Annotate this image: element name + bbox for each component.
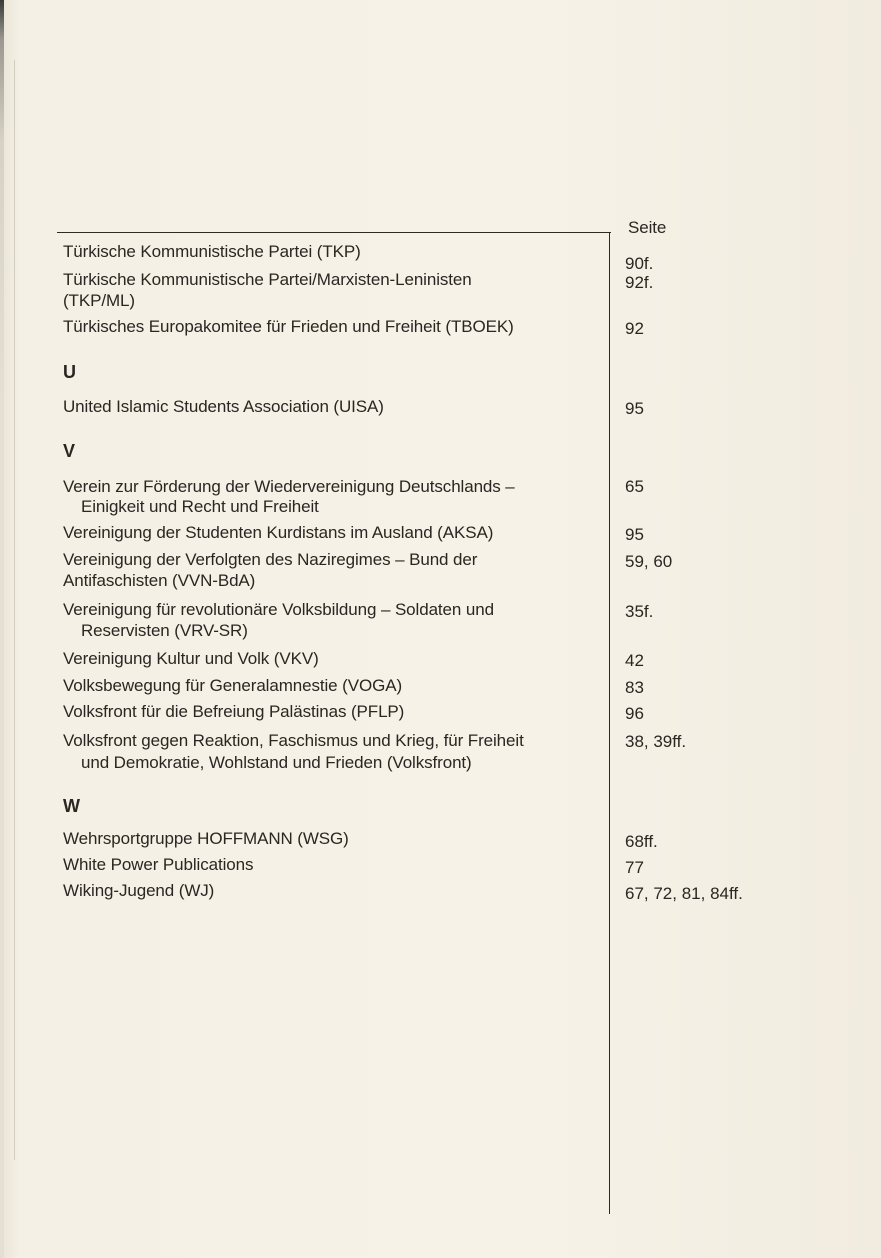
section-letter-u: U xyxy=(63,362,76,382)
entry-name: Vereinigung der Verfolgten des Naziregimes – Bund der xyxy=(63,550,478,569)
entry-page: 38, 39ff. xyxy=(625,732,687,751)
entry-name-continued: (TKP/ML) xyxy=(63,291,135,310)
entry-name-continued: und Demokratie, Wohlstand und Frieden (Volksfront) xyxy=(81,753,472,772)
entry-name: Türkische Kommunistische Partei (TKP) xyxy=(63,242,361,261)
entry-name: Vereinigung Kultur und Volk (VKV) xyxy=(63,649,319,668)
section-letter-w: W xyxy=(63,796,80,816)
entry-name: Wehrsportgruppe HOFFMANN (WSG) xyxy=(63,829,349,848)
entry-page: 42 xyxy=(625,651,644,670)
entry-page: 95 xyxy=(625,399,644,418)
entry-page: 92f. xyxy=(625,273,654,292)
entry-name: Volksfront gegen Reaktion, Faschismus und Krieg, für Freiheit xyxy=(63,731,524,750)
entry-page: 65 xyxy=(625,477,644,496)
page-fold-line xyxy=(14,60,15,1160)
page-column-label: Seite xyxy=(628,218,667,237)
entry-name: Verein zur Förderung der Wiedervereinigung Deutschlands – xyxy=(63,477,515,496)
entry-name: Türkisches Europakomitee für Frieden und Freiheit (TBOEK) xyxy=(63,317,514,336)
entry-name: United Islamic Students Association (UISA) xyxy=(63,397,384,416)
entry-page: 68ff. xyxy=(625,832,658,851)
entry-name: Vereinigung der Studenten Kurdistans im Ausland (AKSA) xyxy=(63,523,494,542)
page-binding-edge xyxy=(0,0,4,1258)
entry-page: 90f. xyxy=(625,254,654,273)
entry-name: Volksbewegung für Generalamnestie (VOGA) xyxy=(63,676,403,695)
table-top-rule xyxy=(57,232,611,233)
entry-name: Türkische Kommunistische Partei/Marxisten-Leninisten xyxy=(63,270,472,289)
entry-name: Wiking-Jugend (WJ) xyxy=(63,881,215,900)
entry-name-continued: Reservisten (VRV-SR) xyxy=(81,621,248,640)
section-letter-v: V xyxy=(63,441,76,461)
entry-page: 67, 72, 81, 84ff. xyxy=(625,884,743,903)
entry-page: 77 xyxy=(625,858,644,877)
entry-name: White Power Publications xyxy=(63,855,254,874)
entry-page: 35f. xyxy=(625,602,654,621)
entry-name: Vereinigung für revolutionäre Volksbildung – Soldaten und xyxy=(63,600,494,619)
table-column-rule xyxy=(609,232,610,1214)
entry-name-continued: Einigkeit und Recht und Freiheit xyxy=(81,497,319,516)
entry-page: 83 xyxy=(625,678,644,697)
entry-page: 92 xyxy=(625,319,644,338)
entry-page: 95 xyxy=(625,525,644,544)
entry-page: 96 xyxy=(625,704,644,723)
entry-page: 59, 60 xyxy=(625,552,673,571)
entry-name: Volksfront für die Befreiung Palästinas (PFLP) xyxy=(63,702,405,721)
entry-name-continued: Antifaschisten (VVN-BdA) xyxy=(63,571,256,590)
